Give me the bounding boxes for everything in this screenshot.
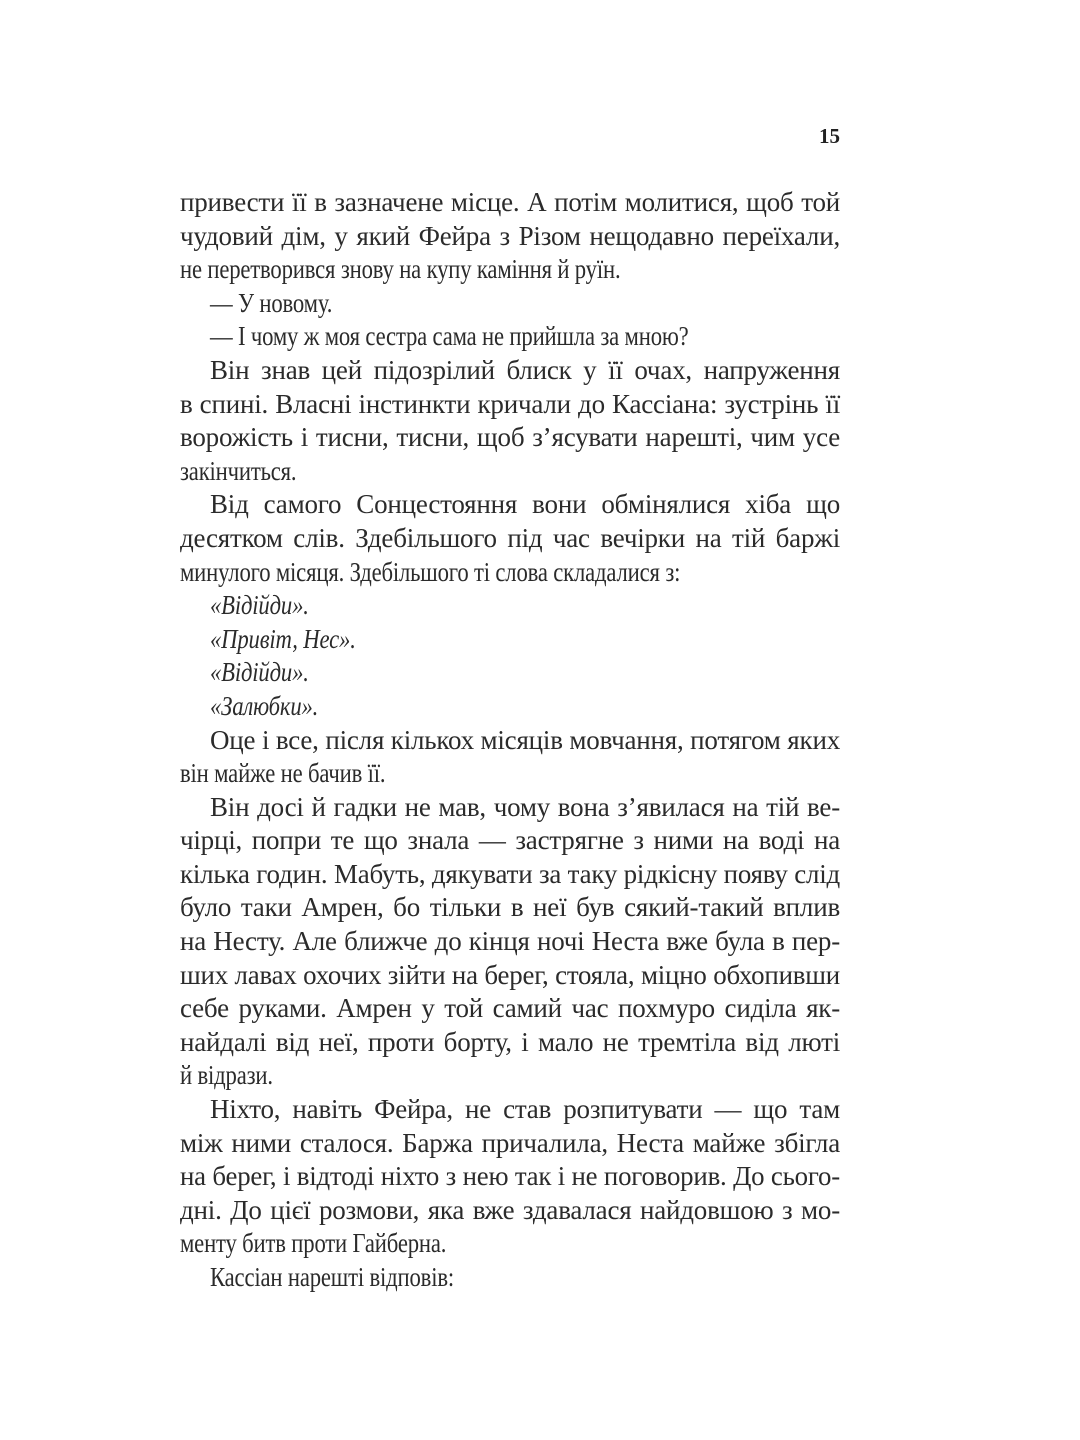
text-line: — У новому. (209, 287, 333, 318)
text-line: закінчиться. (180, 455, 297, 486)
text-line: Від самого Сонцестояння вони обмінялися хіба що (210, 489, 840, 520)
text-line: минулого місяця. Здебільшого ті слова складалися з: (180, 556, 681, 587)
quoted-line: «Привіт, Нес». (209, 623, 356, 654)
text-line: між ними сталося. Баржа причалила, Неста майже збігла (180, 1127, 840, 1158)
body-text (180, 186, 840, 1295)
text-line: менту битв проти Гайберна. (180, 1228, 447, 1259)
text-line: десятком слів. Здебільшого під час вечірки на тій баржі (180, 522, 840, 553)
text-line: Він знав цей підозрілий блиск у її очах, напруження (210, 354, 840, 385)
text-line: на берег, і відтоді ніхто з нею так і не поговорив. До сього- (180, 1161, 840, 1192)
text-line: Він досі й гадки не мав, чому вона з’явилася на тій ве- (210, 791, 840, 822)
quoted-line: «Відійди». (209, 590, 309, 621)
text-line: дні. До цієї розмови, яка вже здавалася найдовшою з мо- (180, 1194, 840, 1225)
text-line: він майже не бачив її. (180, 758, 386, 789)
text-line: кілька годин. Мабуть, дякувати за таку рідкісну появу слід (180, 858, 840, 889)
text-line: — І чому ж моя сестра сама не прийшла за мною? (209, 321, 689, 352)
text-line: не перетворився знову на купу каміння й руїн. (180, 254, 621, 285)
text-line: Кассіан нарешті відповів: (209, 1262, 454, 1292)
quoted-line: «Залюбки». (209, 690, 319, 721)
text-line: Оце і все, після кількох місяців мовчання, потягом яких (210, 724, 840, 755)
text-line: ших лавах охочих зійти на берег, стояла, міцно обхопивши (180, 959, 840, 990)
text-line: найдалі від неї, проти борту, і мало не тремтіла від люті (180, 1026, 840, 1057)
text-line: себе руками. Амрен у той самий час похмуро сиділа як- (180, 993, 840, 1024)
text-line: ворожість і тисни, тисни, щоб з’ясувати нарешті, чим усе (180, 422, 840, 453)
text-line: на Несту. Але ближче до кінця ночі Неста вже була в пер- (180, 926, 840, 957)
text-line: й відрази. (180, 1060, 273, 1091)
page-number: 15 (819, 124, 840, 148)
text-line: чірці, попри те що знала — застрягне з ними на воді на (180, 825, 840, 856)
text-line: привести її в зазначене місце. А потім молитися, щоб той (180, 187, 840, 217)
text-line: було таки Амрен, бо тільки в неї був сякий-такий вплив (180, 892, 840, 923)
text-line: в спині. Власні інстинкти кричали до Кассіана: зустрінь її (180, 388, 840, 419)
text-line: чудовий дім, у який Фейра з Різом нещодавно переїхали, (180, 220, 840, 251)
text-line: Ніхто, навіть Фейра, не став розпитувати — що там (210, 1094, 840, 1125)
quoted-line: «Відійди». (209, 657, 309, 688)
